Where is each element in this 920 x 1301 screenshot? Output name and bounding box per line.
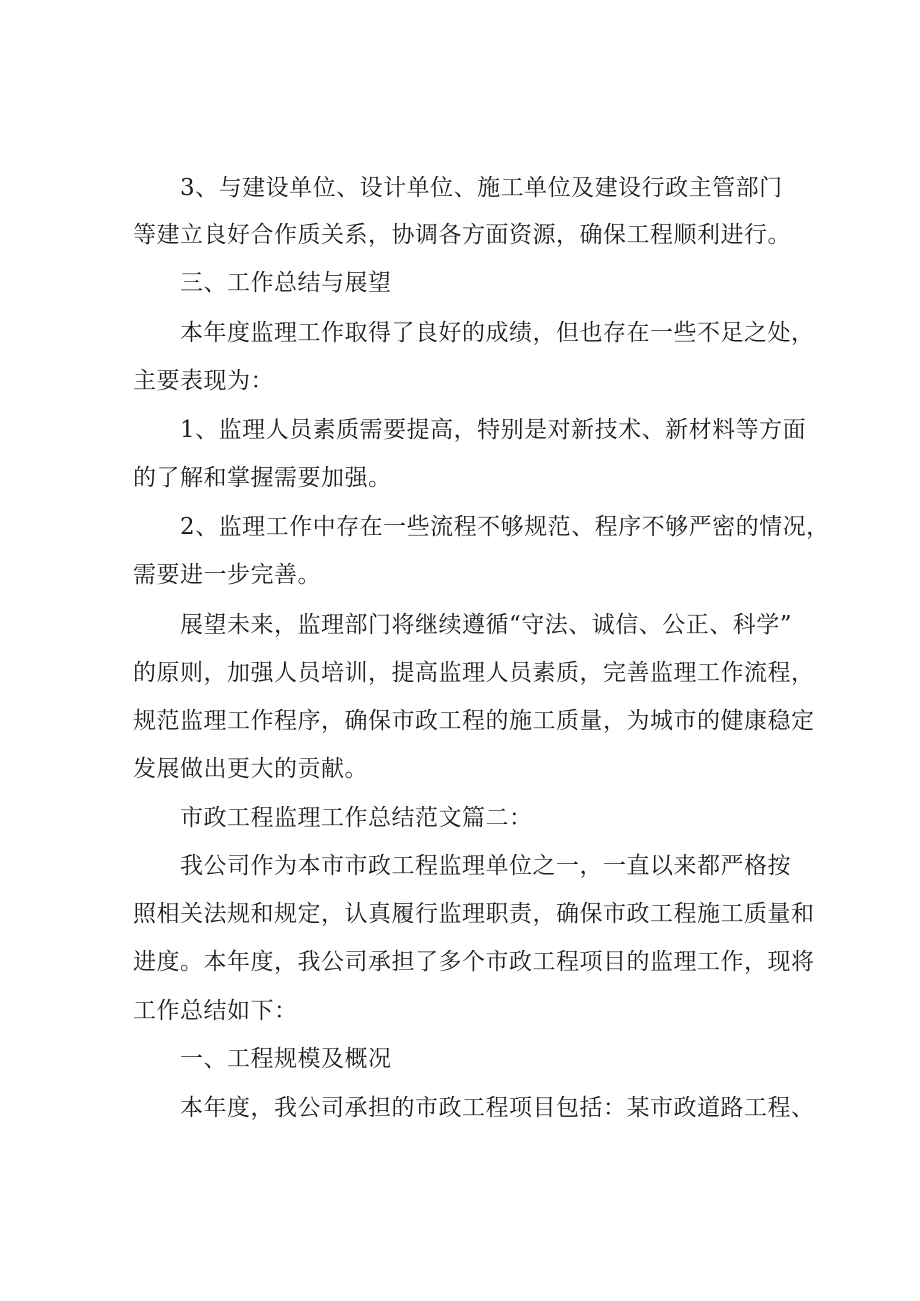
paragraph-line: 等建立良好合作质关系，协调各方面资源，确保工程顺利进行。 [133,222,791,248]
paragraph-line: 2、监理工作中存在一些流程不够规范、程序不够严密的情况， [180,514,830,540]
paragraph-line: 发展做出更大的贡献。 [133,756,368,782]
paragraph-line: 照相关法规和规定，认真履行监理职责，确保市政工程施工质量和 [133,901,815,927]
paragraph-line: 需要进一步完善。 [133,562,321,588]
section-heading: 三、工作总结与展望 [180,270,392,296]
paragraph-line: 主要表现为： [133,368,274,394]
paragraph-line: 本年度，我公司承担的市政工程项目包括：某市政道路工程、 [180,1095,815,1121]
paragraph-line: 工作总结如下： [133,998,298,1024]
paragraph-line: 进度。本年度，我公司承担了多个市政工程项目的监理工作，现将 [133,949,815,975]
paragraph-line: 的了解和掌握需要加强。 [133,465,392,491]
paragraph-line: 1、监理人员素质需要提高，特别是对新技术、新材料等方面 [180,417,807,443]
section-heading: 一、工程规模及概况 [180,1046,392,1072]
article-title: 市政工程监理工作总结范文篇二： [180,805,533,831]
paragraph-line: 本年度监理工作取得了良好的成绩，但也存在一些不足之处， [180,320,815,346]
paragraph-line: 规范监理工作程序，确保市政工程的施工质量，为城市的健康稳定 [133,708,815,734]
paragraph-line: 的原则，加强人员培训，提高监理人员素质，完善监理工作流程， [133,660,815,686]
paragraph-line: 展望未来，监理部门将继续遵循“守法、诚信、公正、科学” [180,612,793,638]
paragraph-line: 我公司作为本市市政工程监理单位之一，一直以来都严格按 [180,853,791,879]
paragraph-line: 3、与建设单位、设计单位、施工单位及建设行政主管部门 [180,175,783,201]
